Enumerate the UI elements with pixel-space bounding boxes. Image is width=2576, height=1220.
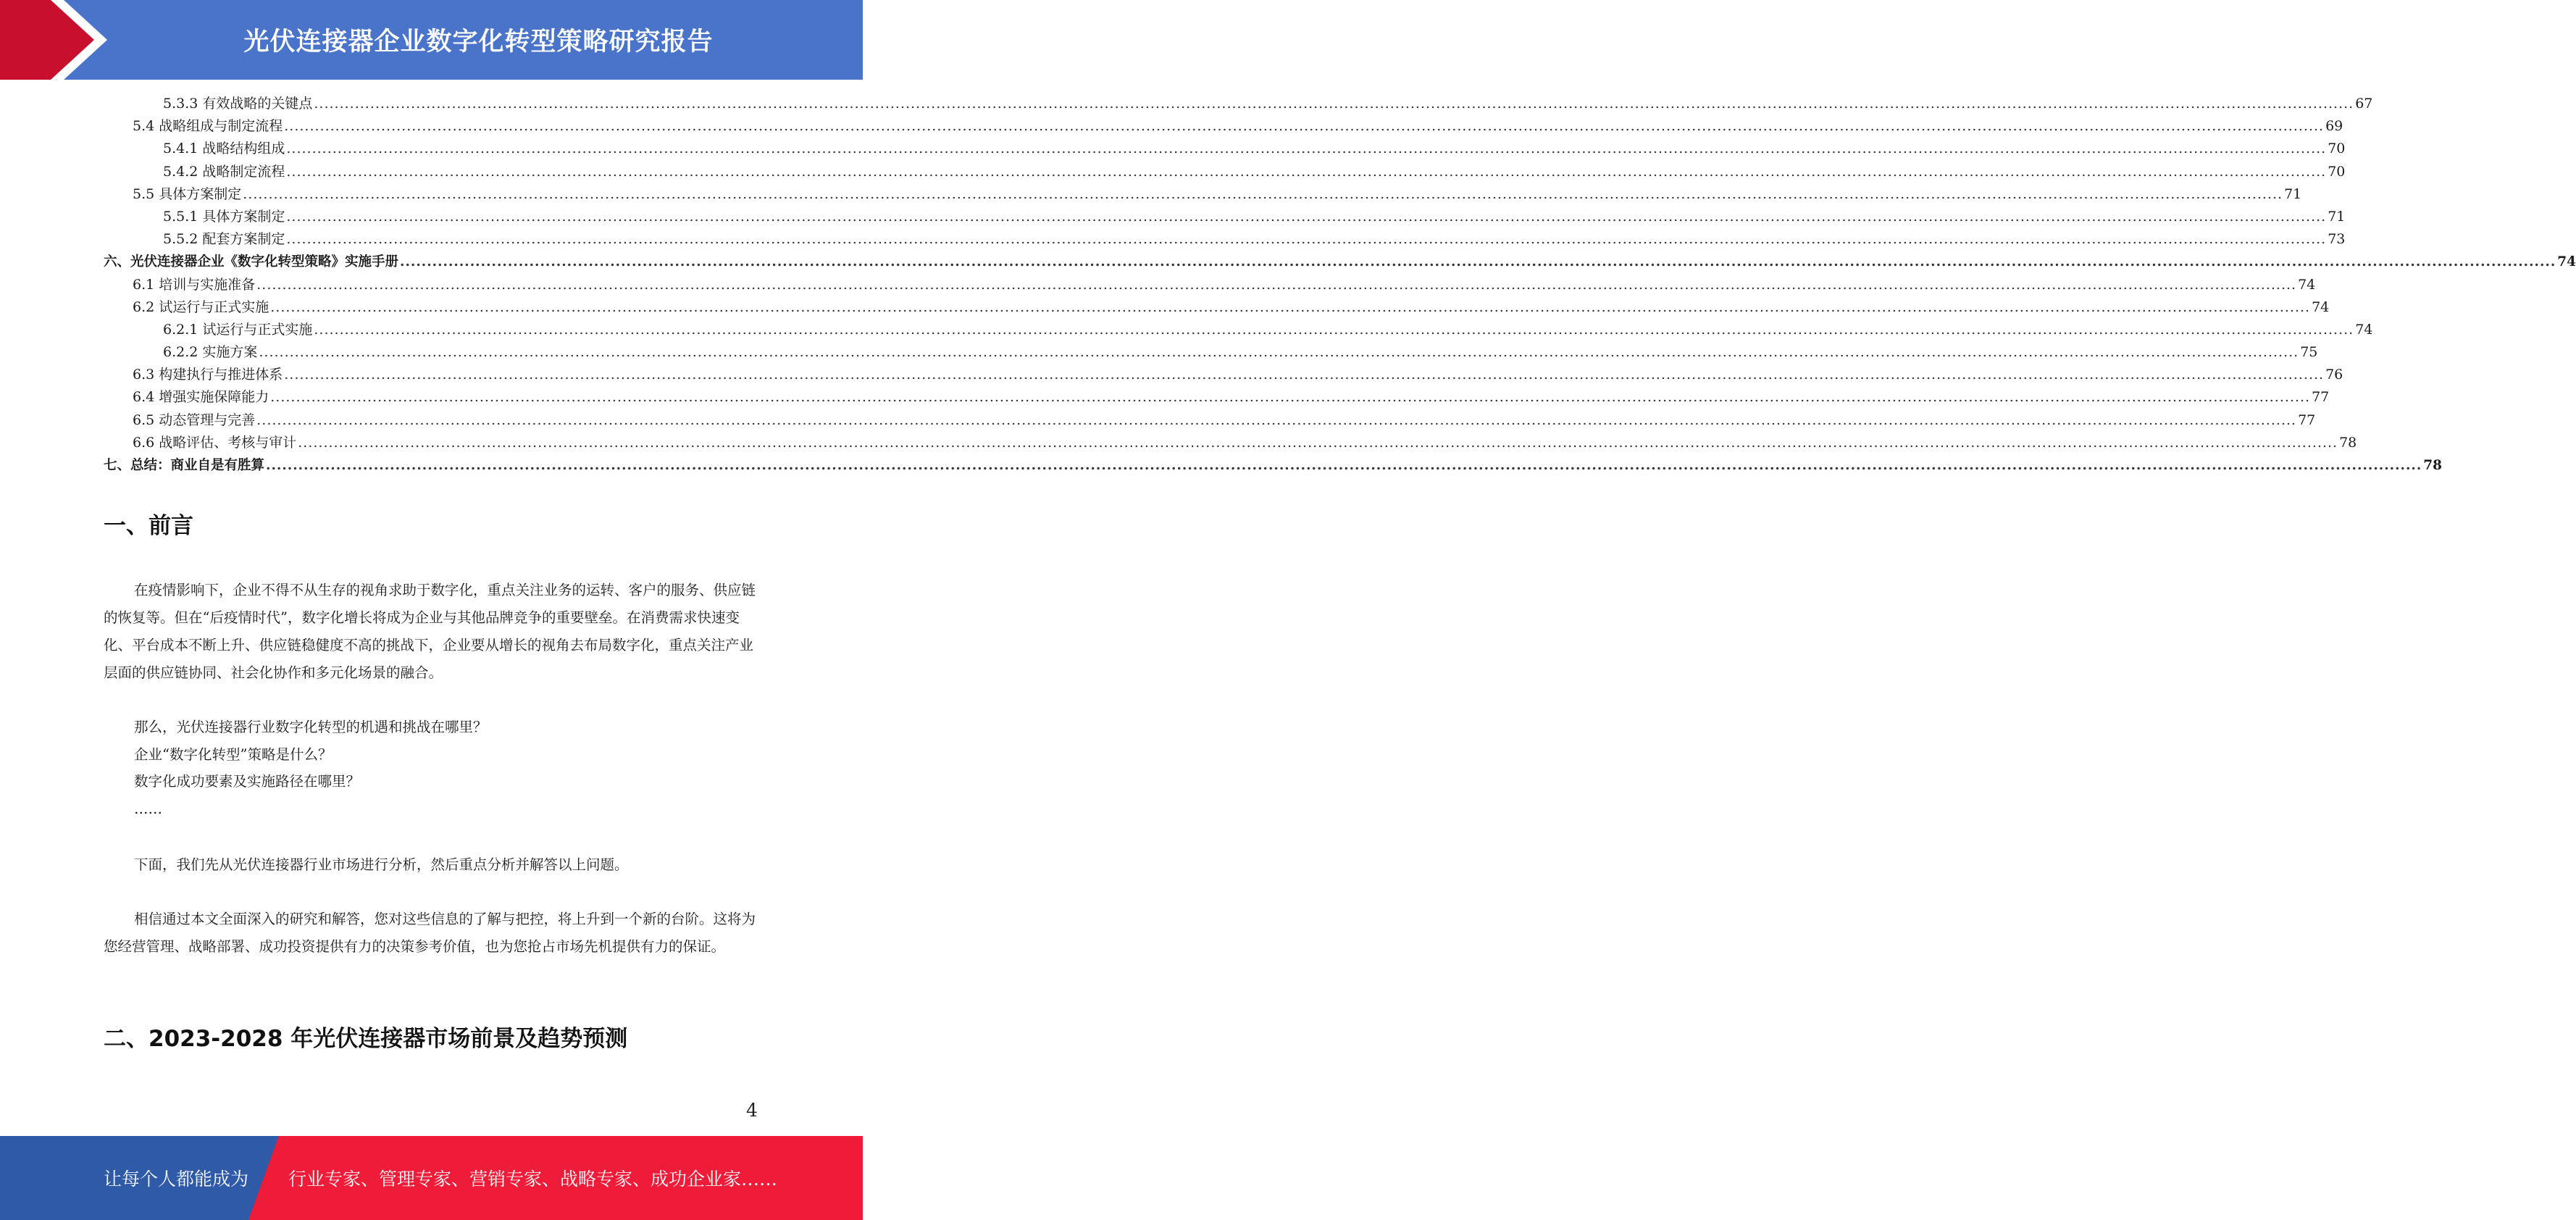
- toc-entry-page: 69: [2325, 118, 2343, 135]
- toc-dot-leader: ................................................................................................................................................................................................................................................................................................................................................................................................................: [270, 389, 2311, 406]
- toc-entry-page: 74: [2298, 276, 2316, 293]
- toc-dot-leader: ................................................................................................................................................................................................................................................................................................................................................................................................................: [286, 231, 2327, 248]
- header-title: 光伏连接器企业数字化转型策略研究报告: [243, 28, 714, 57]
- toc-dot-leader: ................................................................................................................................................................................................................................................................................................................................................................................................................: [259, 344, 2299, 361]
- table-of-contents: [104, 93, 2576, 477]
- toc-dot-leader: ................................................................................................................................................................................................................................................................................................................................................................................................................: [284, 118, 2325, 135]
- toc-dot-leader: ................................................................................................................................................................................................................................................................................................................................................................................................................: [286, 208, 2327, 225]
- header-banner: [0, 0, 863, 80]
- toc-entry-page: 77: [2312, 389, 2330, 406]
- toc-entry-title: 6.4 增强实施保障能力: [133, 389, 269, 406]
- toc-entry-title: 6.2.1 试运行与正式实施: [163, 321, 313, 338]
- toc-dot-leader: ................................................................................................................................................................................................................................................................................................................................................................................................................: [298, 434, 2338, 451]
- toc-entry[interactable]: [104, 251, 2576, 273]
- toc-entry-title: 5.4.1 战略结构组成: [163, 141, 285, 157]
- question-list: [134, 714, 757, 822]
- toc-dot-leader: ................................................................................................................................................................................................................................................................................................................................................................................................................: [286, 163, 2327, 180]
- toc-entry-title: 6.6 战略评估、考核与审计: [133, 434, 297, 451]
- toc-entry-title: 六、光伏连接器企业《数字化转型策略》实施手册: [104, 254, 399, 270]
- footer-banner: [0, 1136, 863, 1220]
- toc-entry[interactable]: [104, 228, 2346, 251]
- toc-entry[interactable]: [104, 341, 2318, 364]
- footer-slogan-right: 行业专家、管理专家、营销专家、战略专家、成功企业家……: [288, 1169, 778, 1190]
- body-paragraph-2: 下面，我们先从光伏连接器行业市场进行分析，然后重点分析并解答以上问题。: [134, 856, 629, 873]
- toc-entry-page: 75: [2300, 344, 2318, 361]
- toc-entry[interactable]: [104, 432, 2357, 454]
- toc-entry-title: 七、总结：商业自是有胜算: [104, 458, 265, 473]
- toc-entry-page: 77: [2298, 411, 2316, 428]
- toc-dot-leader: ................................................................................................................................................................................................................................................................................................................................................................................................................: [256, 276, 2297, 293]
- toc-dot-leader: ................................................................................................................................................................................................................................................................................................................................................................................................................: [266, 458, 2422, 473]
- toc-entry[interactable]: [104, 206, 2346, 228]
- body-paragraph-3: 相信通过本文全面深入的研究和解答，您对这些信息的了解与把控，将上升到一个新的台阶。这将为您经营管理、战略部署、成功投资提供有力的决策参考价值，也为您抢占市场先机提供有力的保证。: [104, 911, 756, 955]
- toc-entry-title: 5.5 具体方案制定: [133, 185, 242, 202]
- question-line: 数字化成功要素及实施路径在哪里？: [134, 773, 361, 790]
- toc-entry-title: 5.4 战略组成与制定流程: [133, 118, 283, 135]
- toc-entry-title: 5.4.2 战略制定流程: [163, 163, 285, 180]
- toc-dot-leader: ................................................................................................................................................................................................................................................................................................................................................................................................................: [314, 321, 2354, 338]
- toc-entry-page: 70: [2328, 163, 2346, 180]
- toc-entry-page: 78: [2339, 434, 2357, 451]
- toc-entry-page: 74: [2312, 298, 2330, 315]
- toc-entry[interactable]: [104, 274, 2316, 296]
- toc-entry[interactable]: [104, 386, 2330, 409]
- toc-entry-page: 73: [2328, 231, 2346, 248]
- toc-entry-page: 78: [2423, 458, 2443, 473]
- body-paragraph-1: 在疫情影响下，企业不得不从生存的视角求助于数字化，重点关注业务的运转、客户的服务、供应链的恢复等。但在“后疫情时代”，数字化增长将成为企业与其他品牌竞争的重要壁垒。在消费需求快速变化、平台成本不断上升、供应链稳健度不高的挑战下，企业要从增长的视角去布局数字化，重点关注产业层面的供应链协同、社会化协作和多元化场景的融合。: [104, 582, 756, 681]
- toc-entry-title: 5.5.2 配套方案制定: [163, 231, 285, 248]
- footer-slogan-left: 让每个人都能成为: [104, 1169, 249, 1190]
- toc-dot-leader: ................................................................................................................................................................................................................................................................................................................................................................................................................: [243, 185, 2283, 202]
- toc-entry-page: 67: [2355, 96, 2373, 112]
- toc-entry-title: 6.2.2 实施方案: [163, 344, 258, 361]
- toc-entry[interactable]: [104, 319, 2373, 341]
- toc-entry-title: 6.5 动态管理与完善: [133, 411, 256, 428]
- toc-entry-page: 74: [2557, 254, 2576, 270]
- toc-entry[interactable]: [104, 183, 2302, 206]
- toc-dot-leader: ................................................................................................................................................................................................................................................................................................................................................................................................................: [400, 254, 2556, 270]
- toc-dot-leader: ................................................................................................................................................................................................................................................................................................................................................................................................................: [270, 298, 2311, 315]
- toc-entry[interactable]: [104, 364, 2343, 386]
- toc-entry[interactable]: [104, 454, 2443, 477]
- toc-entry-title: 6.3 构建执行与推进体系: [133, 367, 283, 383]
- toc-entry-title: 5.3.3 有效战略的关键点: [163, 96, 313, 112]
- toc-entry[interactable]: [104, 93, 2373, 115]
- question-line: 那么，光伏连接器行业数字化转型的机遇和挑战在哪里？: [134, 719, 488, 735]
- toc-entry-title: 6.2 试运行与正式实施: [133, 298, 269, 315]
- page-number: 4: [746, 1100, 758, 1121]
- toc-dot-leader: ................................................................................................................................................................................................................................................................................................................................................................................................................: [284, 367, 2325, 383]
- section-heading-preface: 一、前言: [104, 513, 193, 539]
- toc-entry-page: 71: [2284, 185, 2302, 202]
- toc-entry-page: 76: [2325, 367, 2343, 383]
- toc-entry-page: 71: [2328, 208, 2346, 225]
- toc-entry[interactable]: [104, 115, 2343, 138]
- toc-entry[interactable]: [104, 138, 2346, 160]
- toc-entry-page: 70: [2328, 141, 2346, 157]
- question-line: 企业“数字化转型”策略是什么？: [134, 745, 333, 763]
- toc-entry-title: 6.1 培训与实施准备: [133, 276, 256, 293]
- toc-dot-leader: ................................................................................................................................................................................................................................................................................................................................................................................................................: [286, 141, 2327, 157]
- section-heading-forecast: 二、2023-2028 年光伏连接器市场前景及趋势预测: [104, 1026, 628, 1052]
- toc-entry-page: 74: [2355, 321, 2373, 338]
- toc-entry[interactable]: [104, 296, 2330, 319]
- toc-entry[interactable]: [104, 161, 2346, 183]
- toc-dot-leader: ................................................................................................................................................................................................................................................................................................................................................................................................................: [314, 96, 2354, 112]
- toc-dot-leader: ................................................................................................................................................................................................................................................................................................................................................................................................................: [256, 411, 2297, 428]
- toc-entry-title: 5.5.1 具体方案制定: [163, 208, 285, 225]
- toc-entry[interactable]: [104, 409, 2316, 432]
- ellipsis-line: ……: [134, 800, 162, 817]
